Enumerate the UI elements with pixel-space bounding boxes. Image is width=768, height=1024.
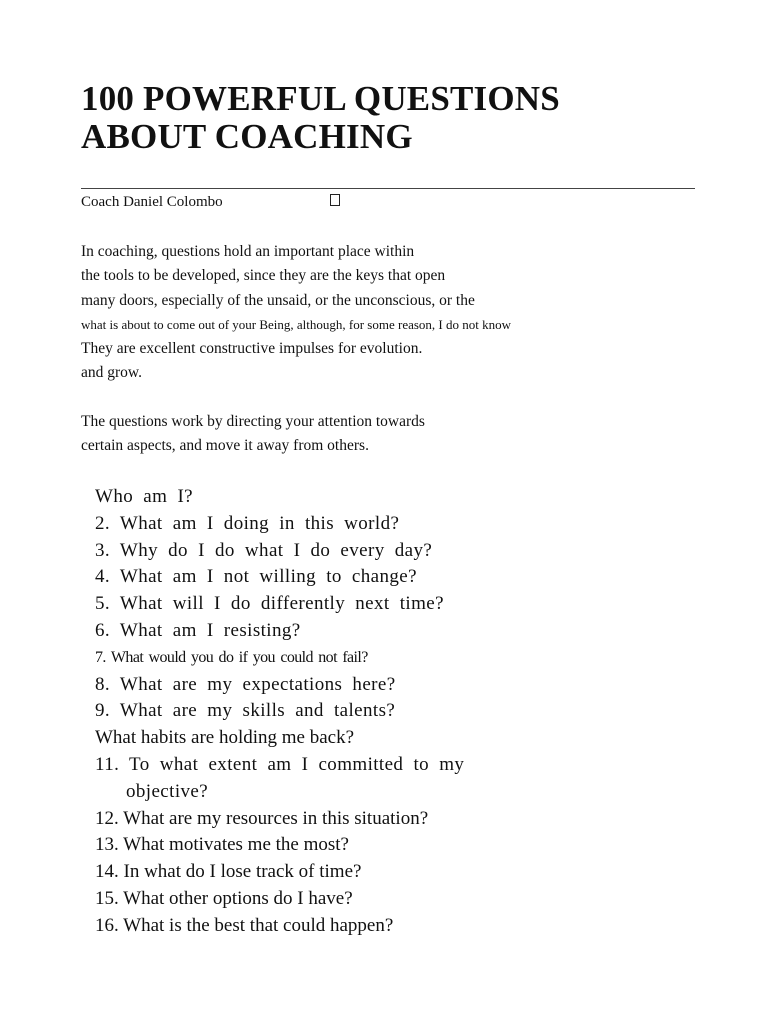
question-item: 16. What is the best that could happen?: [95, 914, 394, 936]
intro-paragraph: [81, 240, 511, 386]
question-item: 9. What are my skills and talents?: [95, 700, 396, 722]
intro-line: many doors, especially of the unsaid, or the unconscious, or the: [81, 291, 475, 309]
title-line-1: 100 POWERFUL QUESTIONS: [81, 79, 560, 118]
intro-line: and grow.: [81, 364, 142, 382]
question-item: 4. What am I not willing to change?: [95, 566, 417, 588]
intro-line: In coaching, questions hold an important place within: [81, 243, 415, 260]
author-name: Coach Daniel Colombo: [81, 194, 223, 210]
question-item: 15. What other options do I have?: [95, 887, 353, 909]
second-paragraph: [81, 410, 425, 459]
question-item: 6. What am I resisting?: [95, 619, 301, 641]
title-divider: [81, 188, 695, 189]
question-item: 3. Why do I do what I do every day?: [95, 539, 433, 561]
title-line-2: ABOUT COACHING: [81, 117, 413, 156]
question-text: 11. To what extent am I committed to my: [95, 753, 465, 775]
question-item: 7. What would you do if you could not fail?: [95, 648, 368, 666]
question-item: 8. What are my expectations here?: [95, 673, 396, 695]
placeholder-glyph-icon: [330, 194, 340, 206]
question-item: Who am I?: [95, 486, 194, 507]
question-item: 12. What are my resources in this situation?: [95, 807, 429, 829]
second-line: The questions work by directing your attention towards: [81, 413, 425, 430]
questions-list: [95, 484, 464, 940]
intro-line: the tools to be developed, since they are the keys that open: [81, 267, 446, 285]
question-item: [95, 752, 464, 806]
question-item: 13. What motivates me the most?: [95, 834, 349, 856]
question-item: What habits are holding me back?: [95, 727, 355, 749]
page-title: [81, 80, 560, 156]
question-item: 14. In what do I lose track of time?: [95, 861, 362, 883]
question-continuation: objective?: [126, 780, 209, 802]
question-item: 5. What will I do differently next time?: [95, 593, 444, 615]
second-line: certain aspects, and move it away from others.: [81, 437, 369, 455]
intro-line: what is about to come out of your Being, although, for some reason, I do not know: [81, 316, 512, 332]
question-item: 2. What am I doing in this world?: [95, 512, 400, 534]
intro-line: They are excellent constructive impulses for evolution.: [81, 340, 423, 358]
